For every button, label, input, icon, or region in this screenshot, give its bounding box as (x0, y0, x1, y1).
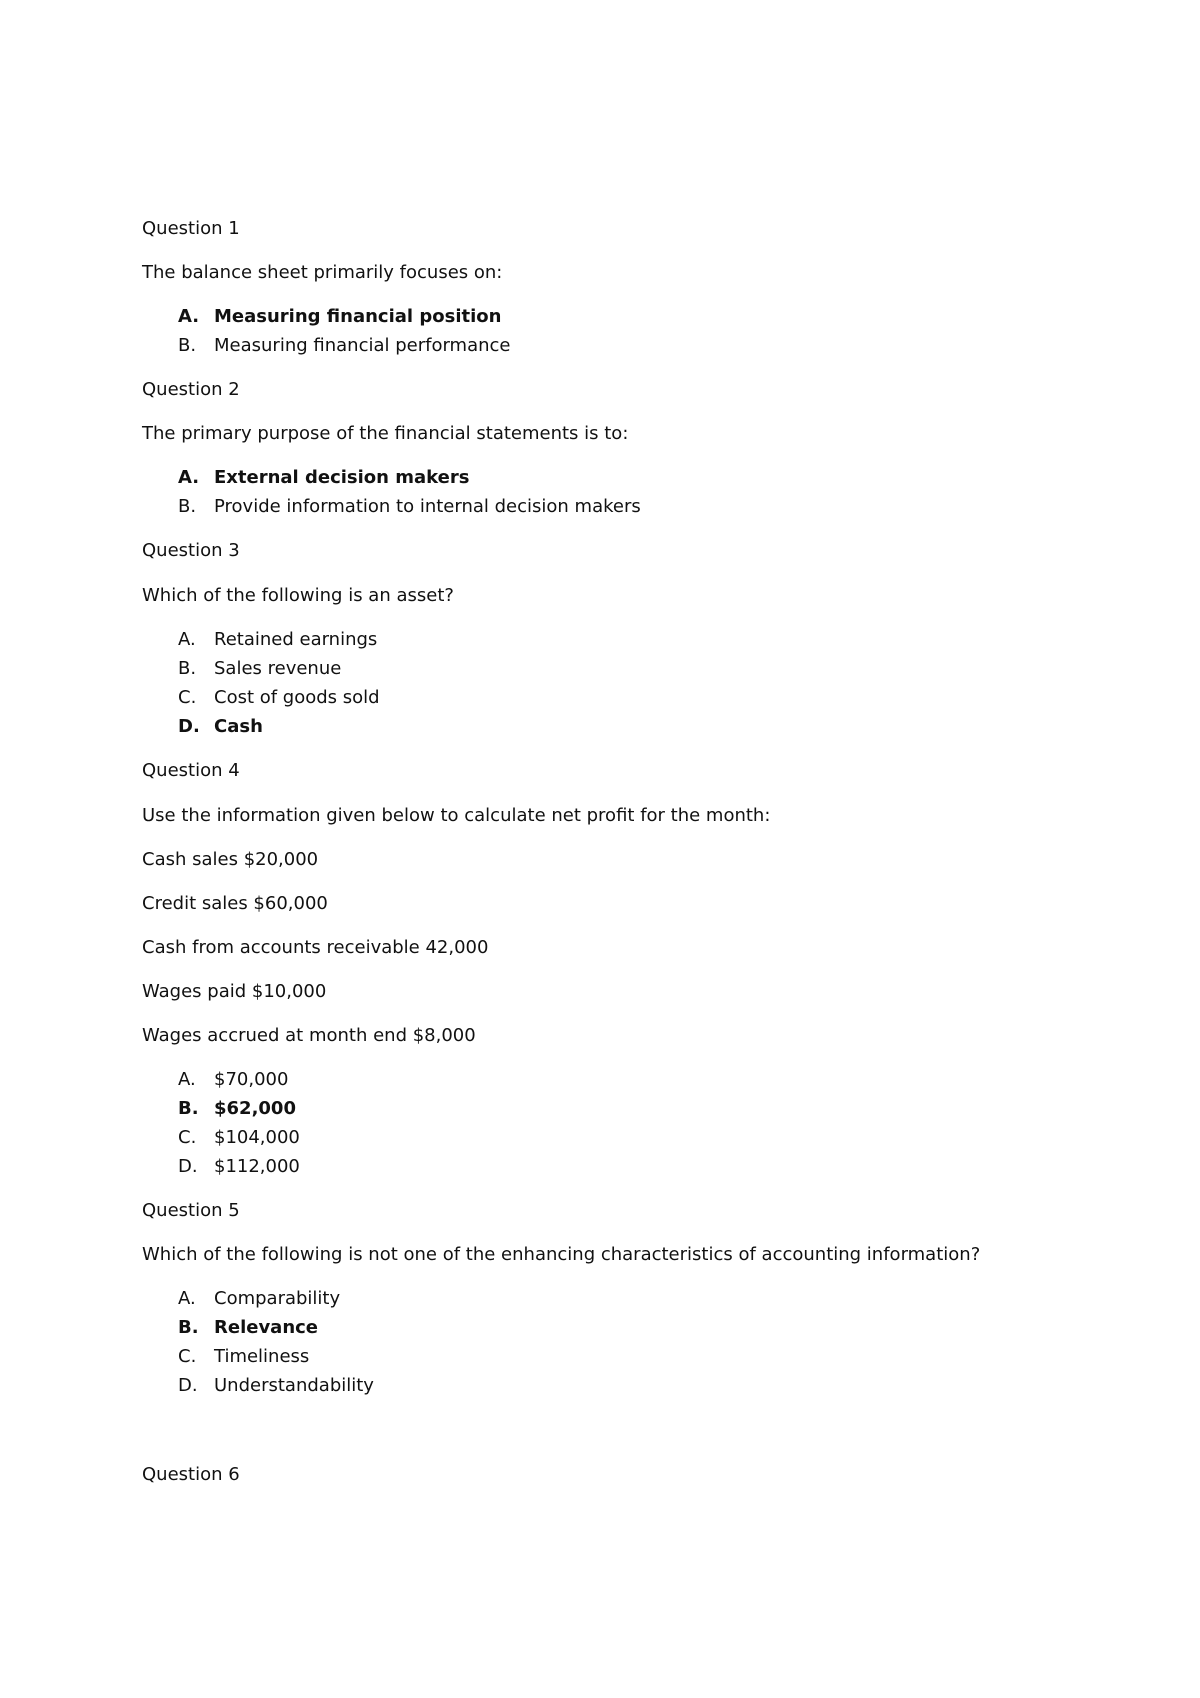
question-1-options (178, 306, 511, 364)
option-letter: C. (178, 1346, 197, 1367)
option-text: Provide information to internal decision makers (214, 496, 641, 517)
option-text: Cash (214, 716, 263, 737)
question-4-info-line: Cash from accounts receivable 42,000 (142, 937, 489, 958)
option-text: Cost of goods sold (214, 687, 380, 708)
question-5-heading: Question 5 (142, 1200, 240, 1221)
option-letter: C. (178, 687, 197, 708)
question-5-option-d (178, 1375, 374, 1404)
question-4-info-line: Credit sales $60,000 (142, 893, 328, 914)
question-4-info-line: Cash sales $20,000 (142, 849, 319, 870)
question-5-option-c (178, 1346, 374, 1375)
question-1-prompt: The balance sheet primarily focuses on: (142, 262, 503, 283)
question-5-options (178, 1288, 374, 1404)
question-1-option-b (178, 335, 511, 364)
option-letter: B. (178, 1098, 199, 1119)
question-2-option-a (178, 467, 641, 496)
question-3-option-a (178, 629, 380, 658)
question-6-heading: Question 6 (142, 1464, 240, 1485)
question-2-heading: Question 2 (142, 379, 240, 400)
option-text: Retained earnings (214, 629, 378, 650)
option-text: Measuring financial position (214, 306, 502, 327)
question-3-options (178, 629, 380, 745)
option-letter: A. (178, 306, 200, 327)
option-letter: B. (178, 1317, 199, 1338)
option-letter: A. (178, 1069, 196, 1090)
question-4-option-d (178, 1156, 300, 1185)
option-text: $62,000 (214, 1098, 296, 1119)
option-letter: D. (178, 716, 200, 737)
option-text: $104,000 (214, 1127, 300, 1148)
question-5-option-b (178, 1317, 374, 1346)
question-3-option-d (178, 716, 380, 745)
option-text: Measuring financial performance (214, 335, 511, 356)
option-letter: A. (178, 1288, 196, 1309)
question-1-option-a (178, 306, 511, 335)
option-text: $70,000 (214, 1069, 289, 1090)
question-4-heading: Question 4 (142, 760, 240, 781)
question-4-prompt: Use the information given below to calculate net profit for the month: (142, 805, 771, 826)
question-4-option-b (178, 1098, 300, 1127)
question-3-heading: Question 3 (142, 540, 240, 561)
option-text: Timeliness (214, 1346, 310, 1367)
option-text: External decision makers (214, 467, 470, 488)
question-2-option-b (178, 496, 641, 525)
option-letter: B. (178, 335, 197, 356)
option-text: Relevance (214, 1317, 319, 1338)
option-text: Understandability (214, 1375, 374, 1396)
question-4-option-c (178, 1127, 300, 1156)
question-2-options (178, 467, 641, 525)
question-5-prompt: Which of the following is not one of the enhancing characteristics of accounting information? (142, 1244, 981, 1265)
question-4-option-a (178, 1069, 300, 1098)
question-3-option-c (178, 687, 380, 716)
option-text: Sales revenue (214, 658, 342, 679)
option-letter: D. (178, 1156, 198, 1177)
option-text: $112,000 (214, 1156, 300, 1177)
option-letter: D. (178, 1375, 198, 1396)
question-4-options (178, 1069, 300, 1185)
option-letter: B. (178, 658, 197, 679)
option-letter: C. (178, 1127, 197, 1148)
question-2-prompt: The primary purpose of the financial statements is to: (142, 423, 629, 444)
option-letter: A. (178, 629, 196, 650)
question-1-heading: Question 1 (142, 218, 240, 239)
question-3-option-b (178, 658, 380, 687)
option-letter: B. (178, 496, 197, 517)
option-letter: A. (178, 467, 200, 488)
question-3-prompt: Which of the following is an asset? (142, 585, 454, 606)
option-text: Comparability (214, 1288, 341, 1309)
question-5-option-a (178, 1288, 374, 1317)
question-4-info-line: Wages paid $10,000 (142, 981, 327, 1002)
question-4-info-line: Wages accrued at month end $8,000 (142, 1025, 476, 1046)
